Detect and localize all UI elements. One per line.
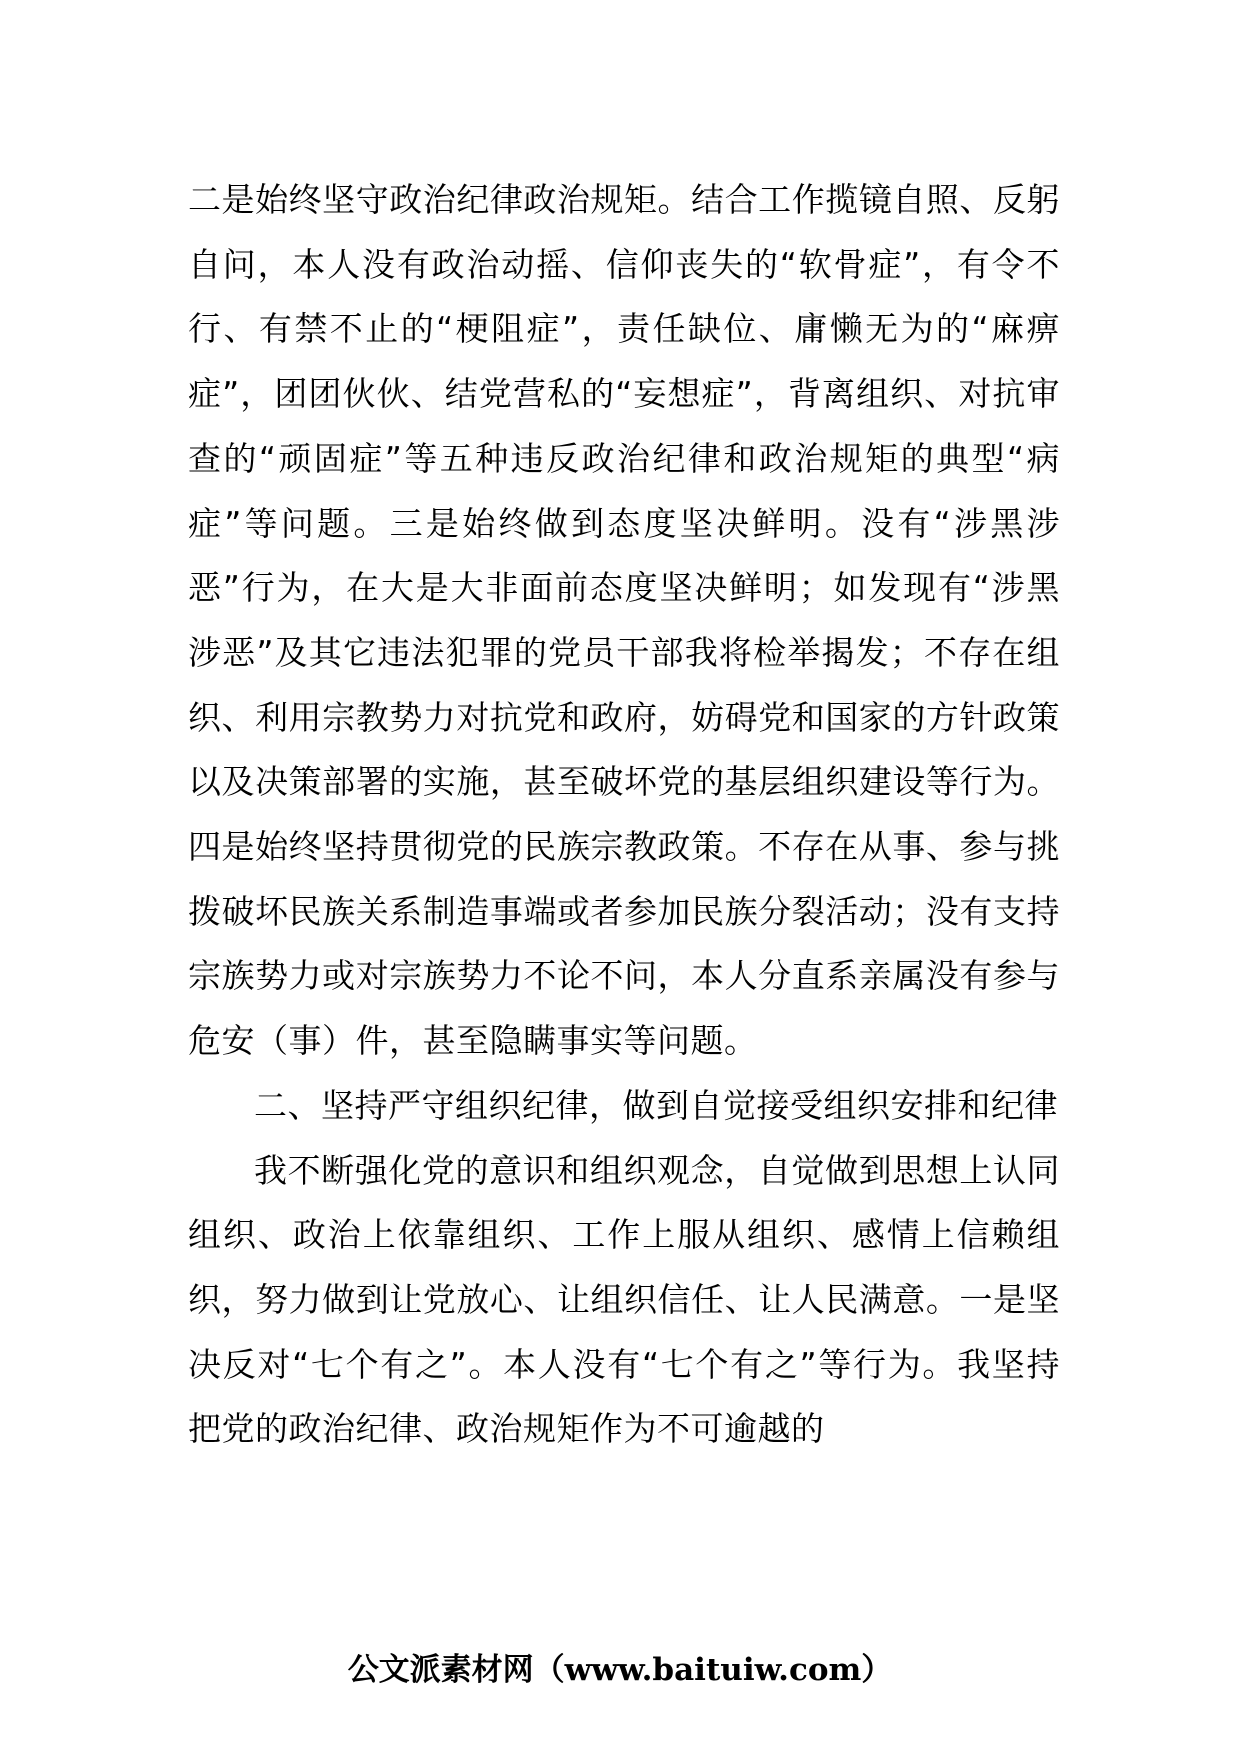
body-paragraph: 二是始终坚守政治纪律政治规矩。结合工作揽镜自照、反躬自问，本人没有政治动摇、信仰丧失的“软骨症”，有令不行、有禁不止的“梗阻症”，责任缺位、庸懒无为的“麻痹症”，团团伙伙、结党营私的“妄想症”，背离组织、对抗审查的“顽固症”等五种违反政治纪律和政治规矩的典型“病症”等问题。三是始终做到态度坚决鲜明。没有“涉黑涉恶”行为，在大是大非面前态度坚决鲜明；如发现有“涉黑涉恶”及其它违法犯罪的党员干部我将检举揭发；不存在组织、利用宗教势力对抗党和政府，妨碍党和国家的方针政策以及决策部署的实施，甚至破坏党的基层组织建设等行为。四是始终坚持贯彻党的民族宗教政策。不存在从事、参与挑拨破坏民族关系制造事端或者参加民族分裂活动；没有支持宗族势力或对宗族势力不论不问，本人分直系亲属没有参与危安（事）件，甚至隐瞒事实等问题。	[188, 180, 1060, 1061]
document-body	[188, 168, 1060, 1462]
section-heading: 二、坚持严守组织纪律，做到自觉接受组织安排和纪律	[254, 1085, 1058, 1125]
body-paragraph: 我不断强化党的意识和组织观念，自觉做到思想上认同组织、政治上依靠组织、工作上服从组织、感情上信赖组织，努力做到让党放心、让组织信任、让人民满意。一是坚决反对“七个有之”。本人没有“七个有之”等行为。我坚持把党的政治纪律、政治规矩作为不可逾越的	[188, 1150, 1060, 1449]
footer-watermark: 公文派素材网（www.baituiw.com）	[347, 1652, 893, 1688]
